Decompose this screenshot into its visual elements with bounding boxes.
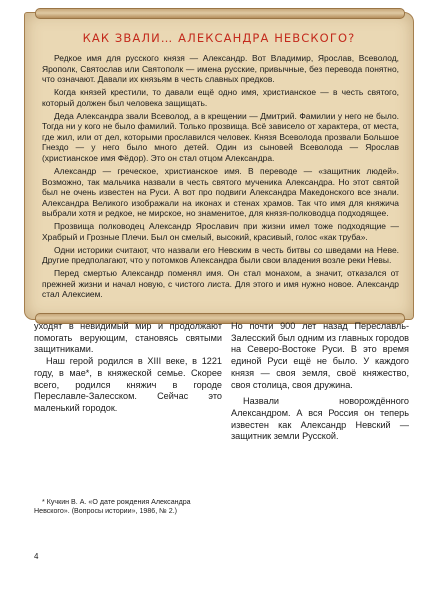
left-column bbox=[34, 321, 222, 415]
scroll-top-roll bbox=[35, 8, 405, 19]
footnote bbox=[34, 498, 220, 516]
body-paragraph: Но почти 900 лет назад Переславль-Залесский был одним из главных городов на Северо-Востоке Руси. В это время единой Руси ещё не было. У каждого князя — своя земля, своё княжество, своя столица, своя дружина. bbox=[231, 321, 409, 390]
body-paragraph: Назвали новорождённого Александром. А вся Россия он теперь известен как Александр Невский — защитник земли Русской. bbox=[231, 396, 409, 442]
page-number: 4 bbox=[34, 552, 39, 561]
footnote-text: * Кучкин В. А. «О дате рождения Александра Невского». (Вопросы истории», 1986, № 2.) bbox=[34, 498, 191, 515]
scroll-body bbox=[42, 53, 399, 303]
body-paragraph: Наш герой родился в XIII веке, в 1221 году, в мае*, в княжеской семье. Скорее всего, родился княжич в городе Переславле-Залесском. Сейчас это маленький городок. bbox=[34, 356, 222, 413]
scroll-paragraph: Александр — греческое, христианское имя. В переводе — «защитник людей». Возможно, так мальчика назвали в честь святого мученика Александра. Но этот святой был не очень известен на Руси. А вот про подвиги Александра Македонского все знали. Александра Великого изображали на иконах и стенах храмов. Так что имя для княжича выбрали хотя и редкое, не мирское, но знаменитое, для князя-полководца подходящее. bbox=[42, 165, 399, 219]
right-column bbox=[231, 321, 409, 443]
scroll-paragraph: Редкое имя для русского князя — Александр. Вот Владимир, Ярослав, Всеволод, Ярополк, Святослав или Святополк — имена русские, привычные, без перевода понятно, что означают. Давали их князьям в честь славных предков. bbox=[42, 53, 399, 85]
scroll-paragraph: Когда князей крестили, то давали ещё одно имя, христианское — в честь святого, который должен был человека защищать. bbox=[42, 87, 399, 108]
parchment-scroll bbox=[24, 12, 414, 320]
scroll-paragraph: Одни историки считают, что назвали его Невским в честь битвы со шведами на Неве. Другие предполагают, что у потомков Александра были свои владения возле реки Невы. bbox=[42, 244, 399, 266]
scroll-paragraph: Перед смертью Александр поменял имя. Он стал монахом, а значит, отказался от прежней жизни и начал новую, с чистого листа. Для этого и имя нужно новое. Александр стал Алексием. bbox=[42, 268, 399, 300]
scroll-title: КАК ЗВАЛИ… АЛЕКСАНДРА НЕВСКОГО? bbox=[82, 31, 356, 45]
scroll-paragraph: Прозвища полководец Александр Ярославич при жизни имел тоже подходящие — Храбрый и Грозные Плечи. Был он смелый, высокий, красивый, голос «как труба». bbox=[42, 221, 399, 242]
scroll-paragraph: Деда Александра звали Всеволод, а в крещении — Дмитрий. Фамилии у него не было. Тогда ни у кого не было фамилий. Только прозвища. Всё зависело от характера, от места, где жил, или от дел, которыми прославился человек. Князя Всеволода прозвали Большое Гнездо — у него было много детей. Один из сыновей Всеволода — Ярослав (христианское имя Фёдор). Это он стал отцом Александра. bbox=[42, 110, 399, 163]
body-paragraph: уходят в невидимый мир и продолжают помогать верующим, становясь святыми защитниками. bbox=[34, 321, 222, 355]
